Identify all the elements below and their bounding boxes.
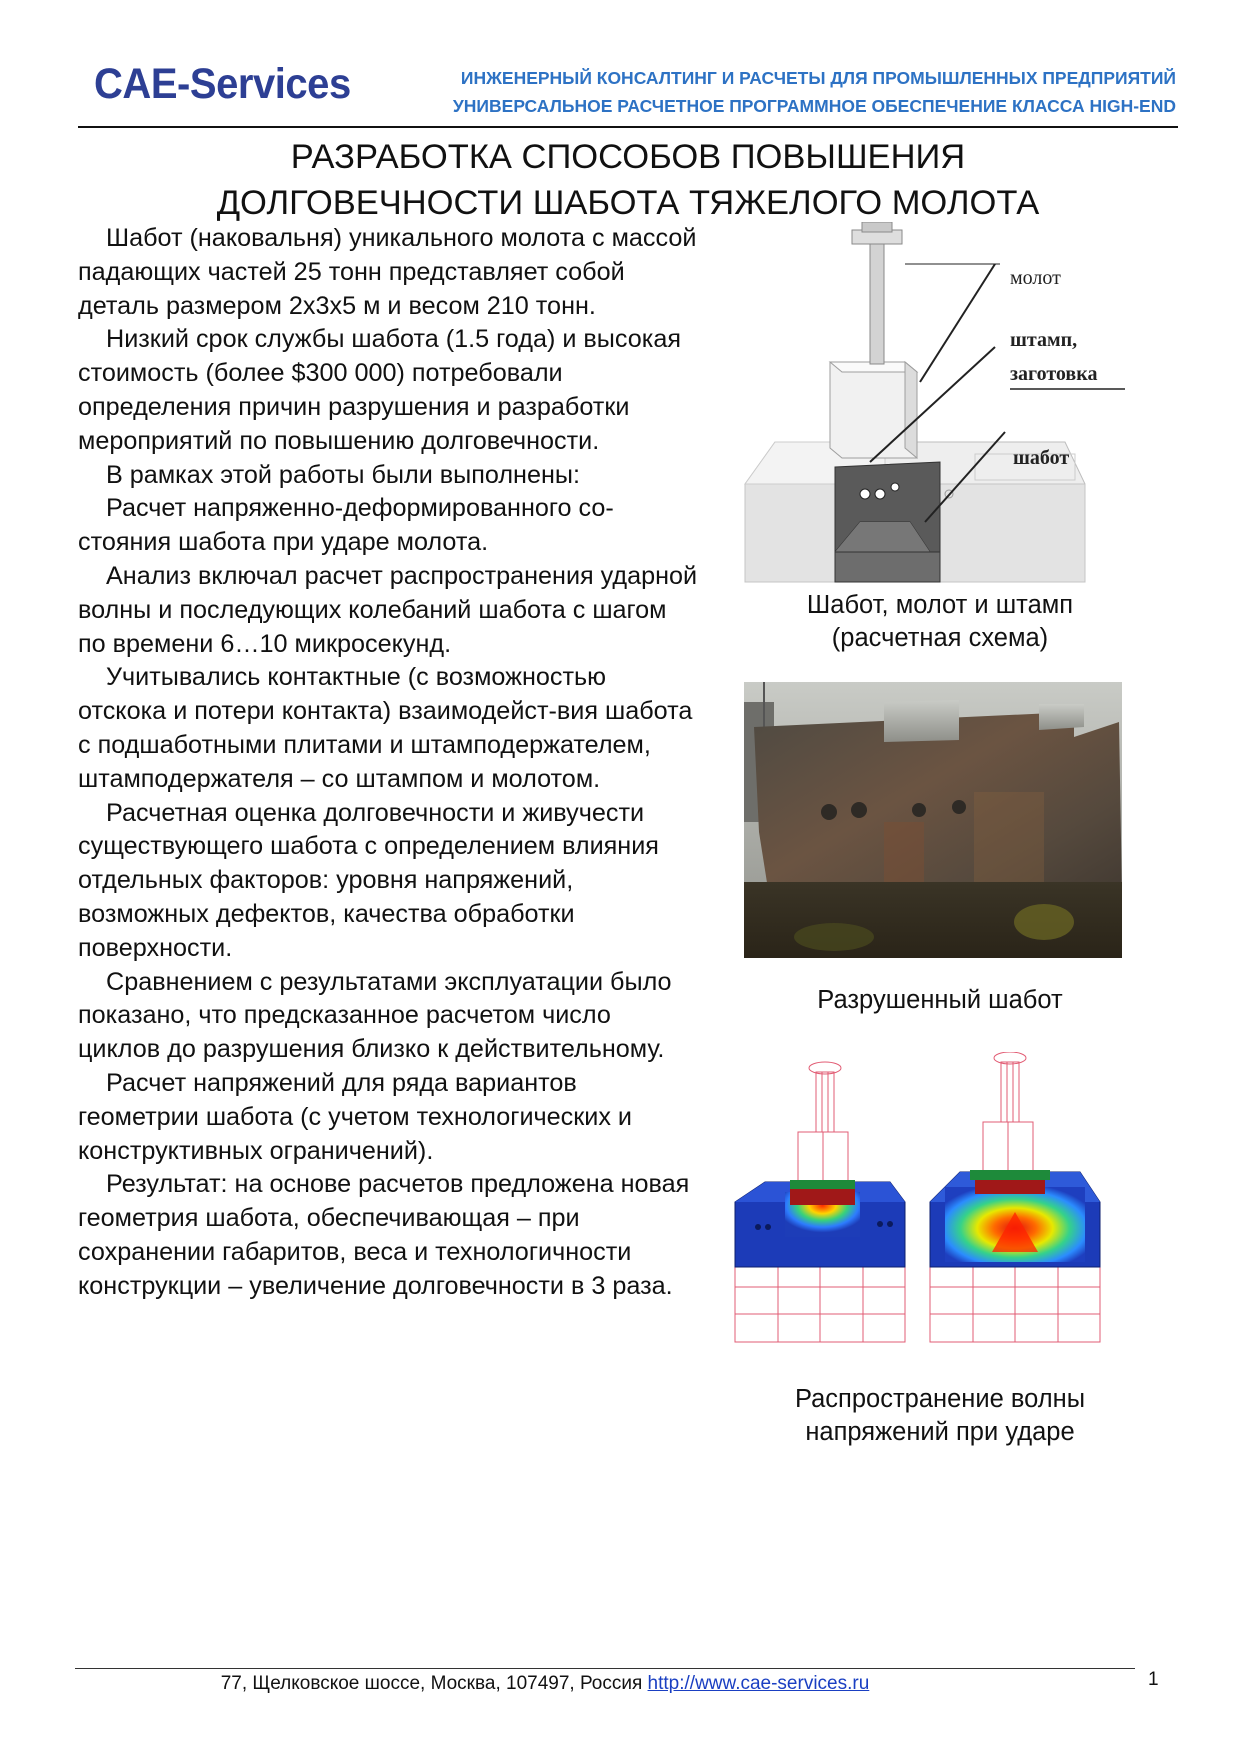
footer-divider	[75, 1668, 1135, 1669]
paragraph: В рамках этой работы были выполнены:	[106, 460, 580, 489]
paragraph: Расчетная оценка долговечности и живучести существующего шабота с определением влияния отдельных факторов: уровня напряжений, возможных дефектов, качества обработки поверхности.	[78, 798, 659, 962]
scheme-caption	[750, 589, 1130, 655]
fem-caption-line-2: напряжений при ударе	[805, 1418, 1075, 1446]
photo-caption-text: Разрушенный шабот	[817, 986, 1063, 1014]
scheme-caption-line-1: Шабот, молот и штамп	[806, 591, 1074, 619]
brand-logo: CAE-Services	[94, 60, 351, 108]
footer-address: 77, Щелковское шоссе, Москва, 107497, Россия	[220, 1673, 648, 1694]
scheme-figure	[735, 222, 1145, 590]
photo-caption	[750, 984, 1130, 1017]
header-divider	[78, 126, 1178, 128]
page-header	[78, 58, 1176, 128]
label-die-line-2: заготовка	[1010, 363, 1098, 385]
page-number: 1	[1148, 1669, 1159, 1690]
paragraph: Низкий срок службы шабота (1.5 года) и высокая стоимость (более $300 000) потребовали определения причин разрушения и разработки мероприятий по повышению долговечности.	[78, 325, 682, 455]
body-text	[78, 222, 698, 1304]
paragraph: Результат: на основе расчетов предложена новая геометрия шабота, обеспечивающая – при сохранении габаритов, веса и технологичности конструкции – увеличение долговечности в 3 раза.	[78, 1170, 690, 1300]
fem-caption-line-1: Распространение волны	[794, 1385, 1086, 1413]
tagline-line-2: УНИВЕРСАЛЬНОЕ РАСЧЕТНОЕ ПРОГРАММНОЕ ОБЕСПЕЧЕНИЕ КЛАССА HIGH-END	[452, 96, 1176, 116]
title-line-2: ДОЛГОВЕЧНОСТИ ШАБОТА ТЯЖЕЛОГО МОЛОТА	[216, 184, 1040, 222]
scheme-caption-line-2: (расчетная схема)	[831, 624, 1049, 652]
page-title	[78, 134, 1178, 226]
fem-stress-figure	[730, 1052, 1130, 1362]
fem-caption	[750, 1383, 1130, 1449]
paragraph: Расчет напряженно-деформированного со-стояния шабота при ударе молота.	[78, 494, 614, 557]
page-footer	[0, 1673, 1090, 1695]
paragraph: Сравнением с результатами эксплуатации было показано, что предсказанное расчетом число циклов до разрушения близко к действительному.	[78, 967, 672, 1064]
label-hammer: молот	[1010, 267, 1061, 289]
destroyed-anvil-photo	[744, 682, 1122, 958]
paragraph: Расчет напряжений для ряда вариантов геометрии шабота (с учетом технологических и конструктивных ограничений).	[78, 1068, 632, 1165]
paragraph: Учитывались контактные (с возможностью отскока и потери контакта) взаимодейст-вия шабота с подшаботными плитами и штамподержателем, штамподержателя – со штампом и молотом.	[78, 663, 693, 793]
footer-website-link[interactable]: http://www.cae-services.ru	[647, 1673, 870, 1694]
tagline	[453, 64, 1176, 120]
paragraph: Шабот (наковальня) уникального молота с массой падающих частей 25 тонн представляет собой деталь размером 2х3х5 м и весом 210 тонн.	[78, 224, 697, 320]
label-die-line-1: штамп,	[1010, 329, 1078, 351]
paragraph: Анализ включал расчет распространения ударной волны и последующих колебаний шабота с шагом по времени 6…10 микросекунд.	[78, 561, 698, 658]
tagline-line-1: ИНЖЕНЕРНЫЙ КОНСАЛТИНГ И РАСЧЕТЫ ДЛЯ ПРОМЫШЛЕННЫХ ПРЕДПРИЯТИЙ	[460, 68, 1176, 88]
label-anvil: шабот	[1013, 447, 1070, 469]
title-line-1: РАЗРАБОТКА СПОСОБОВ ПОВЫШЕНИЯ	[290, 138, 966, 176]
